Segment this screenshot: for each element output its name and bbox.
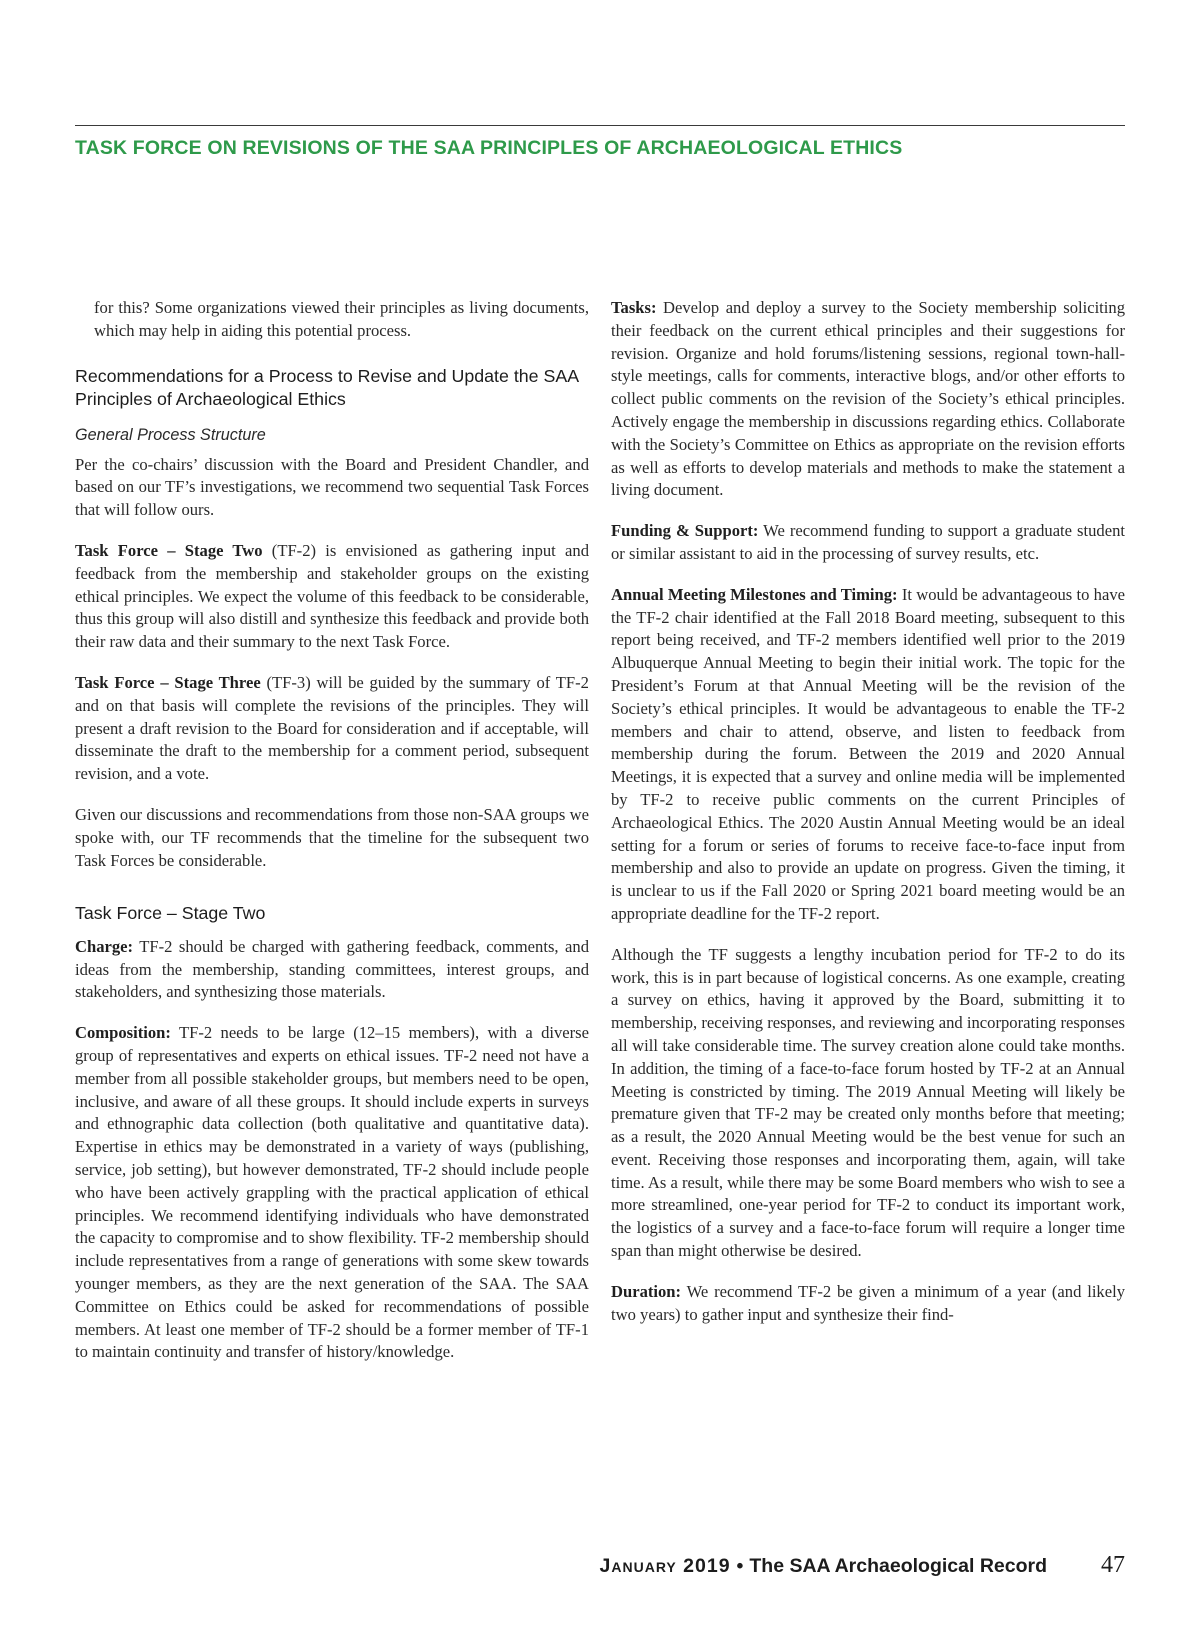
charge-text: TF-2 should be charged with gathering feedback, comments, and ideas from the membership, standing committees, interest groups, and stakeholders, and synthesizing those materials. bbox=[75, 936, 589, 1002]
general-process-paragraph: Per the co-chairs’ discussion with the Board and President Chandler, and based on our TF’s investigations, we recommend two sequential Task Forces that will follow ours. bbox=[75, 454, 589, 520]
tf2-label: Task Force – Stage Two bbox=[75, 540, 263, 560]
duration-text: We recommend TF-2 be given a minimum of a year (and likely two years) to gather input and synthesize their find- bbox=[611, 1281, 1125, 1324]
given-paragraph: Given our discussions and recommendations from those non-SAA groups we spoke with, our TF recommends that the timeline for the subsequent two Task Forces be considerable. bbox=[75, 804, 589, 870]
tf3-text: (TF-3) will be guided by the summary of TF-2 and on that basis will complete the revisions of the principles. They will present a draft revision to the Board for consideration and if acceptable, will disseminate the draft to the membership for a comment period, subsequent revision, and a vote. bbox=[75, 672, 589, 784]
duration-paragraph bbox=[611, 1281, 1125, 1327]
page-number: 47 bbox=[1101, 1552, 1125, 1578]
tf2-paragraph bbox=[75, 540, 589, 654]
general-process-subheading: General Process Structure bbox=[75, 425, 266, 444]
tasks-label: Tasks: bbox=[611, 298, 657, 317]
footer-month: January 2019 bbox=[599, 1555, 731, 1577]
page-header-title: TASK FORCE ON REVISIONS OF THE SAA PRINCIPLES OF ARCHAEOLOGICAL ETHICS bbox=[75, 137, 903, 159]
right-column bbox=[611, 297, 1125, 1344]
footer-publication: The SAA Archaeological Record bbox=[749, 1555, 1047, 1577]
annual-meeting-text: It would be advantageous to have the TF-2 chair identified at the Fall 2018 Board meeting, subsequent to this report being received, and TF-2 members identified well prior to the 2019 Albuquerque Annual Meeting to begin their initial work. The topic for the President’s Forum at that Annual Meeting will be the revision of the Society’s ethical principles. It would be advantageous to enable the TF-2 members and chair to attend, observe, and listen to feedback from membership during the forum. Between the 2019 and 2020 Annual Meetings, it is expected that a survey and online media will be implemented by TF-2 to receive public comments on the current Principles of Archaeological Ethics. The 2020 Austin Annual Meeting would be an ideal setting for a forum or series of forums to receive face-to-face input from membership and also to provide an update on progress. Given the timing, it is unclear to us if the Fall 2020 or Spring 2021 board meeting would be an appropriate deadline for the TF-2 report. bbox=[611, 584, 1126, 923]
tasks-text: Develop and deploy a survey to the Society membership soliciting their feedback on the current ethical principles and their suggestions for revision. Organize and hold forums/listening sessions, regional town-hall-style meetings, calls for comments, interactive blogs, and/or other efforts to collect public comments on the revision of the Society’s ethical principles. Actively engage the membership in discussions regarding ethics. Collaborate with the Society’s Committee on Ethics as appropriate on the revision efforts as well as efforts to develop materials and methods to make the statement a living document. bbox=[611, 298, 1125, 500]
tf2-text: (TF-2) is envisioned as gathering input and feedback from the membership and stakeholder groups on the existing ethical principles. We expect the volume of this feedback to be considerable, thus this group will also distill and synthesize this feedback and provide both their raw data and their summary to the next Task Force. bbox=[75, 540, 589, 652]
footer-bullet: • bbox=[736, 1555, 744, 1577]
funding-text: We recommend funding to support a graduate student or similar assistant to aid in the processing of survey results, etc. bbox=[611, 521, 1125, 563]
tasks-paragraph bbox=[611, 297, 1125, 502]
footer-publication-line bbox=[600, 1555, 1047, 1578]
although-paragraph: Although the TF suggests a lengthy incubation period for TF-2 to do its work, this is in part because of logistical concerns. As one example, creating a survey on ethics, having it approved by the Board, submitting it to membership, receiving responses, and reviewing and incorporating responses all will take considerable time. The survey creation alone could take months. In addition, the timing of a face-to-face forum hosted by TF-2 at an Annual Meeting is constricted by timing. The 2019 Annual Meeting will likely be premature given that TF-2 may be created only months before that meeting; as a result, the 2020 Annual Meeting would be the best venue for such an event. Receiving those responses and incorporating them, again, will take time. As a result, while there may be some Board members who wish to see a more streamlined, one-year period for TF-2 to conduct its important work, the logistics of a survey and a face-to-face forum will require a longer time span than might otherwise be desired. bbox=[611, 944, 1125, 1261]
composition-text: TF-2 needs to be large (12–15 members), with a diverse group of representatives and experts on ethical issues. TF-2 need not have a member from all possible stakeholder groups, but members need to be open, inclusive, and aware of all these groups. It should include experts in surveys and ethnographic data collection (both qualitative and quantitative data). Expertise in ethics may be demonstrated in a variety of ways (publishing, service, job setting), but however demonstrated, TF-2 should include people who have been actively grappling with the practical application of ethical principles. We recommend identifying individuals who have demonstrated the capacity to compromise and to show flexibility. TF-2 membership should include representatives from a range of generations with some skew towards younger members, as they are the next generation of the SAA. The SAA Committee on Ethics could be asked for recommendations of possible members. At least one member of TF-2 should be a former member of TF-1 to maintain continuity and transfer of history/knowledge. bbox=[75, 1023, 589, 1362]
composition-paragraph bbox=[75, 1022, 589, 1364]
charge-paragraph bbox=[75, 936, 589, 1004]
funding-paragraph bbox=[611, 520, 1125, 566]
charge-label: Charge: bbox=[75, 936, 134, 956]
tf3-paragraph bbox=[75, 672, 589, 786]
funding-label: Funding & Support: bbox=[611, 521, 759, 541]
stage-two-heading: Task Force – Stage Two bbox=[75, 903, 266, 924]
tf3-label: Task Force – Stage Three bbox=[75, 672, 261, 692]
recommendations-heading: Recommendations for a Process to Revise and Update the SAA Principles of Archaeological Ethics bbox=[75, 365, 579, 410]
left-column bbox=[75, 297, 589, 1382]
duration-label: Duration: bbox=[611, 1281, 682, 1301]
annual-meeting-paragraph bbox=[611, 584, 1125, 926]
header-rule bbox=[75, 125, 1125, 126]
intro-paragraph: for this? Some organizations viewed their principles as living documents, which may help in aiding this potential process. bbox=[94, 298, 589, 340]
annual-meeting-label: Annual Meeting Milestones and Timing: bbox=[611, 584, 898, 604]
composition-label: Composition: bbox=[75, 1023, 171, 1043]
